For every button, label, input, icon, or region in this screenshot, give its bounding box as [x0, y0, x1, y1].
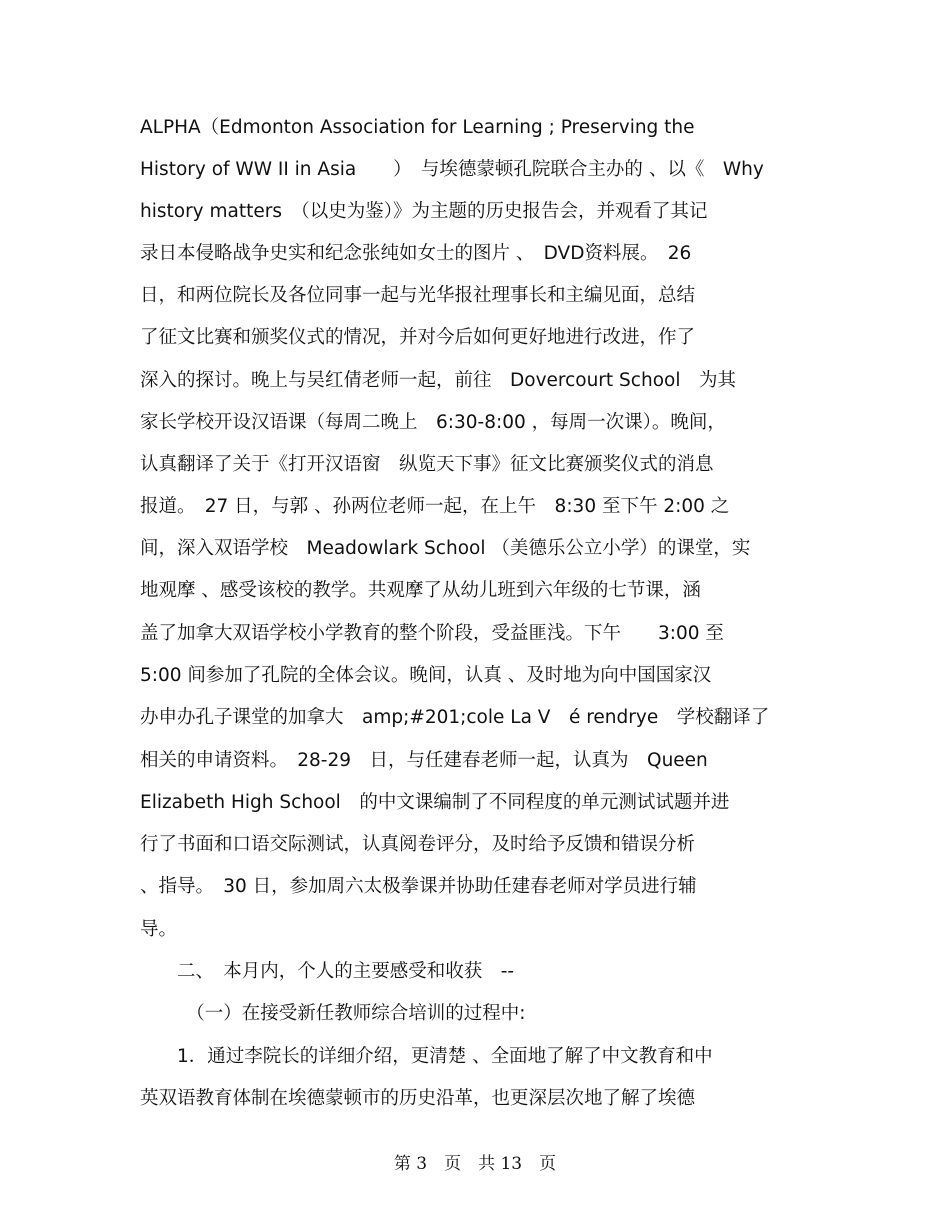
subsection-heading: （一）在接受新任教师综合培训的过程中: [140, 1003, 526, 1024]
section-heading: 二、 本月内，个人的主要感受和收获 -- [140, 961, 515, 982]
text-line: 认真翻译了关于《打开汉语窗 纵览天下事》征文比赛颁奖仪式的消息 [140, 454, 714, 475]
text-line: history matters （以史为鉴）》为主题的历史报告会，并观看了其记 [140, 201, 708, 222]
text-line: 深入的探讨。晚上与吴红倩老师一起，前往 Dovercourt School 为其 [140, 370, 736, 391]
text-line: 报道。 27 日，与郭 、孙两位老师一起，在上午 8:30 至下午 2:00 之 [140, 496, 730, 517]
text-line: 日，和两位院长及各位同事一起与光华报社理事长和主编见面，总结 [140, 285, 696, 306]
text-line: 、指导。 30 日，参加周六太极拳课并协助任建春老师对学员进行辅 [140, 876, 697, 897]
text-line: Elizabeth High School 的中文课编制了不同程度的单元测试试题并进 [140, 792, 730, 813]
text-line: 地观摩 、感受该校的教学。共观摩了从幼儿班到六年级的七节课，涵 [140, 580, 701, 601]
text-line: 盖了加拿大双语学校小学教育的整个阶段，受益匪浅。下午 3:00 至 [140, 623, 724, 644]
text-line: 办申办孔子课堂的加拿大 amp;#201;cole La V é rendrye 学校翻译了 [140, 707, 770, 728]
text-line: 录日本侵略战争史实和纪念张纯如女士的图片 、 DVD资料展。 26 [140, 243, 692, 264]
text-line: 相关的申请资料。 28-29 日，与任建春老师一起，认真为 Queen [140, 750, 708, 771]
text-line: 行了书面和口语交际测试，认真阅卷评分，及时给予反馈和错误分析 [140, 834, 696, 855]
text-line: 家长学校开设汉语课（每周二晚上 6:30-8:00 ，每周一次课）。晚间， [140, 412, 726, 433]
text-line: 导。 [140, 919, 178, 940]
text-line: ALPHA（Edmonton Association for Learning ; Preserving the [140, 117, 695, 138]
text-line: 5:00 间参加了孔院的全体会议。晚间，认真 、及时地为向中国国家汉 [140, 665, 712, 686]
text-line: 了征文比赛和颁奖仪式的情况，并对今后如何更好地进行改进，作了 [140, 327, 696, 348]
page-number-footer: 第 3 页 共 13 页 [393, 1154, 557, 1174]
text-line: 1．通过李院长的详细介绍，更清楚 、全面地了解了中文教育和中 [140, 1046, 713, 1067]
text-line: 英双语教育体制在埃德蒙顿市的历史沿革，也更深层次地了解了埃德 [140, 1088, 696, 1109]
text-line: 间，深入双语学校 Meadowlark School （美德乐公立小学）的课堂，实 [140, 538, 751, 559]
text-line: History of WW II in Asia ） 与埃德蒙顿孔院联合主办的 、以《 Why [140, 159, 764, 180]
